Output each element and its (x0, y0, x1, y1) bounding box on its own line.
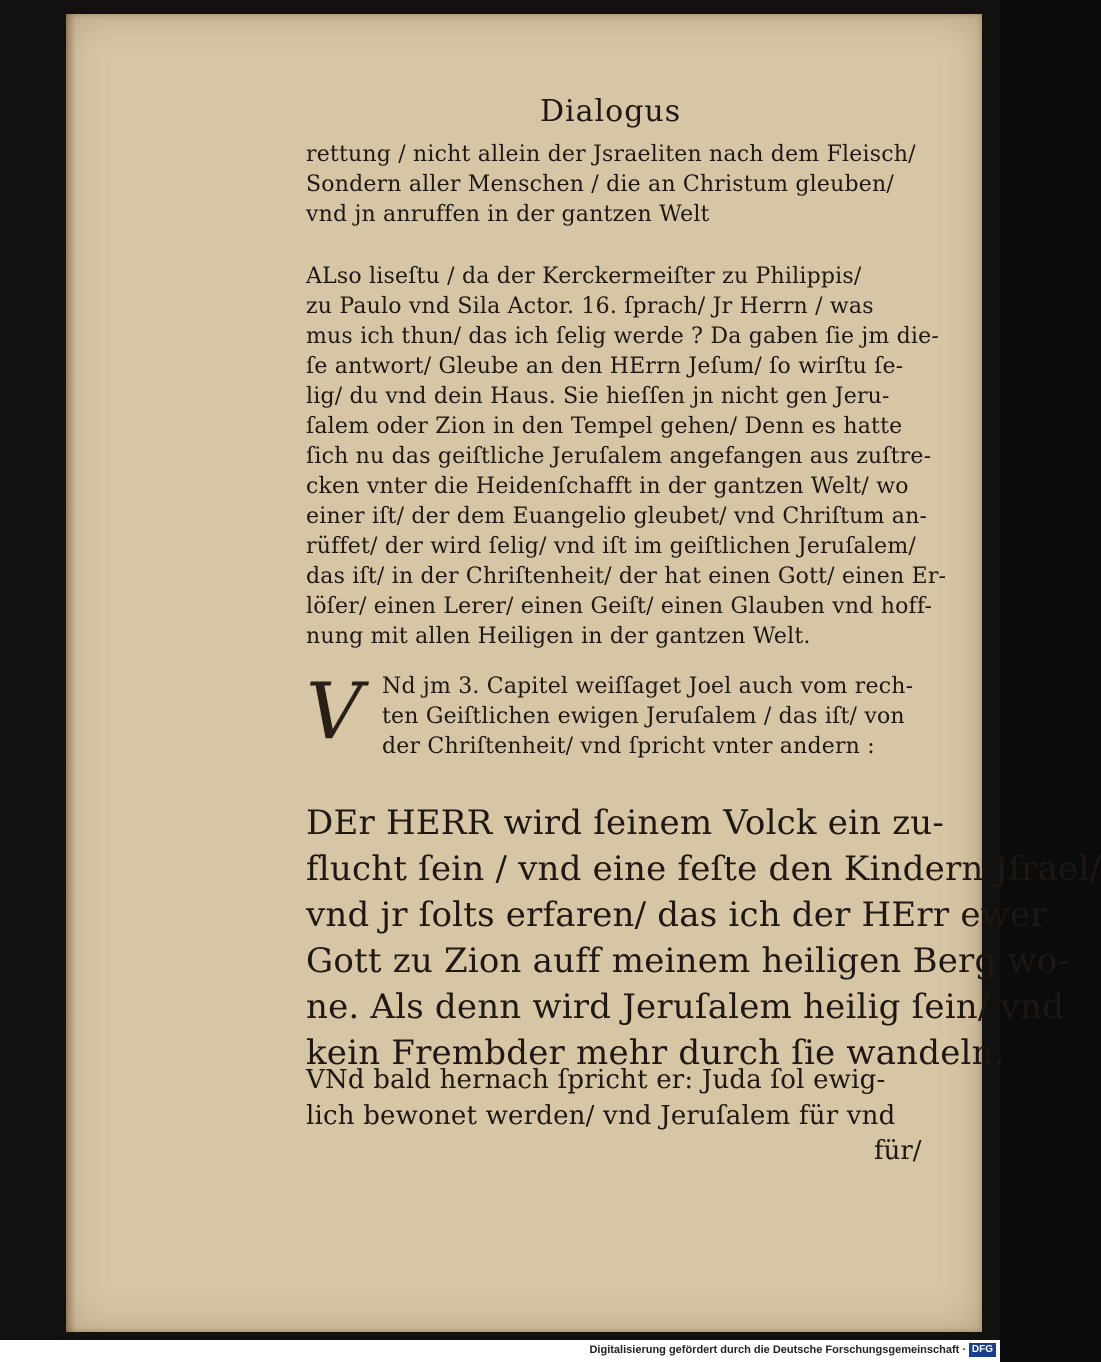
paragraph-1 (306, 140, 956, 230)
paragraph-2 (306, 262, 956, 652)
text-line: lich bewonet werden/ vnd Jeruſalem für vnd (306, 1101, 896, 1131)
text-line: zu Paulo vnd Sila Actor. 16. ſprach/ Jr Herrn / was (306, 294, 874, 319)
text-line: DEr HERR wird ſeinem Volck ein zu- (306, 803, 945, 843)
text-line: das iſt/ in der Chriſtenheit/ der hat einen Gott/ einen Er- (306, 564, 947, 589)
text-line: ſich nu das geiſtliche Jeruſalem angefangen aus zuſtre- (306, 444, 932, 469)
digitization-credit: Digitalisierung gefördert durch die Deutsche Forschungsgemeinschaft · (589, 1344, 966, 1356)
text-line: ten Geiſtlichen ewigen Jeruſalem / das iſt/ von (382, 704, 905, 729)
text-line: einer iſt/ der dem Euangelio gleubet/ vnd Chriſtum an- (306, 504, 928, 529)
text-line: Nd jm 3. Capitel weiſſaget Joel auch vom rech- (382, 674, 914, 699)
running-head: Dialogus (540, 94, 682, 129)
text-line: mus ich thun/ das ich ſelig werde ? Da gaben ſie jm die- (306, 324, 940, 349)
text-line: der Chriſtenheit/ vnd ſpricht vnter andern : (382, 734, 875, 759)
text-line: flucht ſein / vnd eine feſte den Kindern Jſrael/ (306, 849, 1101, 889)
paragraph-5 (306, 1062, 966, 1134)
text-line: lig/ du vnd dein Haus. Sie hieſſen jn nicht gen Jeru- (306, 384, 890, 409)
text-line: rettung / nicht allein der Jsraeliten nach dem Fleisch/ (306, 142, 916, 167)
text-line: ALso liseſtu / da der Kerckermeiſter zu Philippis/ (306, 264, 862, 289)
text-line: nung mit allen Heiligen in der gantzen Welt. (306, 624, 811, 649)
text-line: Gott zu Zion auff meinem heiligen Berg wo- (306, 941, 1070, 981)
text-line: vnd jr ſolts erfaren/ das ich der HErr ewer (306, 895, 1047, 935)
text-line: rüffet/ der wird ſelig/ vnd iſt im geiſtlichen Jeruſalem/ (306, 534, 916, 559)
text-line: ſe antwort/ Gleube an den HErrn Jeſum/ ſo wirſtu ſe- (306, 354, 904, 379)
text-line: löſer/ einen Lerer/ einen Geiſt/ einen Glauben vnd hoff- (306, 594, 933, 619)
text-line: ſalem oder Zion in den Tempel gehen/ Denn es hatte (306, 414, 903, 439)
dfg-logo: DFG (969, 1343, 996, 1357)
decorated-initial: V (306, 667, 363, 757)
text-line: cken vnter die Heidenſchafft in der gantzen Welt/ wo (306, 474, 909, 499)
text-line: vnd jn anruffen in der gantzen Welt (306, 202, 710, 227)
text-line: ne. Als denn wird Jeruſalem heilig ſein/ vnd (306, 987, 1065, 1027)
text-line: Sondern aller Menschen / die an Christum gleuben/ (306, 172, 894, 197)
text-line: kein Frembder mehr durch ſie wandeln. (306, 1033, 1005, 1073)
text-line: VNd bald hernach ſpricht er: Juda ſol ewig- (306, 1065, 886, 1095)
catchword: für/ (874, 1136, 922, 1166)
quotation-paragraph (306, 800, 1101, 1076)
page-gutter-shadow (66, 14, 76, 1332)
paragraph-3 (306, 667, 956, 762)
